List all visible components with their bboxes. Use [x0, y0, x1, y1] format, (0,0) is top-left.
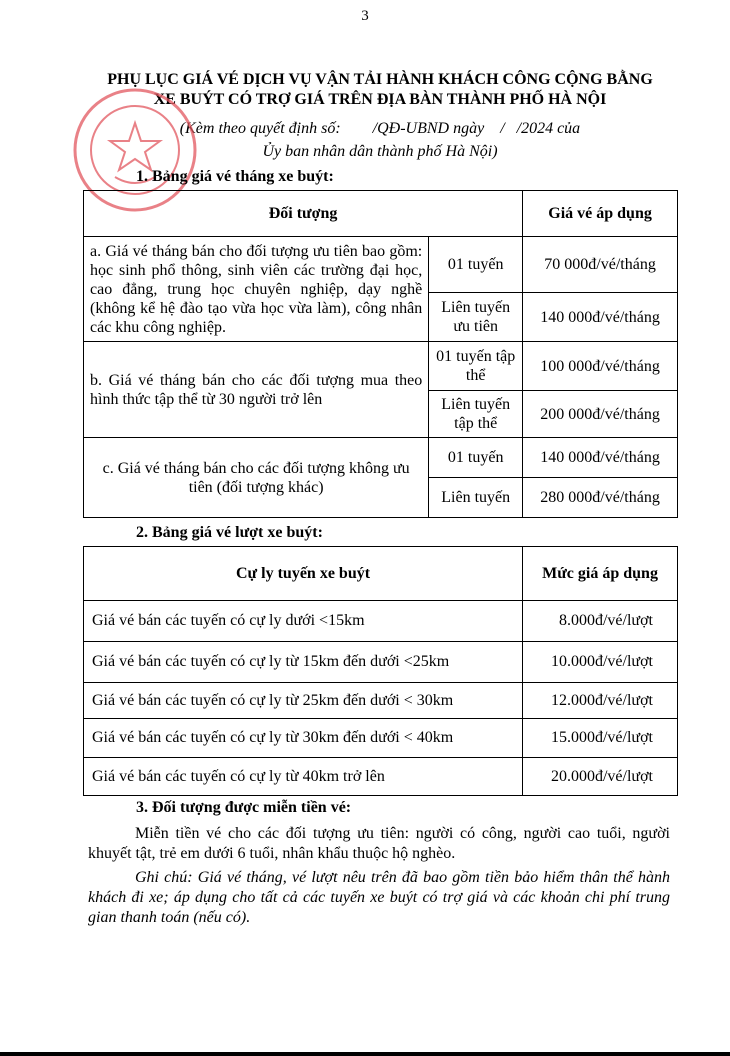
ticket-price: 280 000đ/vé/tháng — [523, 478, 678, 518]
page-bottom-border — [0, 1052, 730, 1056]
header-distance: Cự ly tuyến xe buýt — [84, 547, 523, 601]
distance-range: Giá vé bán các tuyến có cự ly từ 30km đến dưới < 40km — [84, 719, 523, 758]
header-subject: Đối tượng — [84, 191, 523, 237]
ticket-type: Liên tuyến tập thể — [429, 391, 523, 438]
table-header-row — [84, 547, 678, 601]
fare-price: 8.000đ/vé/lượt — [523, 601, 678, 642]
distance-range: Giá vé bán các tuyến có cự ly dưới <15km — [84, 601, 523, 642]
header-price: Mức giá áp dụng — [523, 547, 678, 601]
ticket-type: Liên tuyến ưu tiên — [429, 293, 523, 342]
note-paragraph: Ghi chú: Giá vé tháng, vé lượt nêu trên đã bao gồm tiền bảo hiểm thân thể hành khách đi xe; áp dụng cho tất cả các tuyến xe buýt có trợ giá và các khoản chi phí trung gian thanh toán (nếu có). — [88, 869, 670, 926]
table-row — [84, 642, 678, 683]
fare-price: 10.000đ/vé/lượt — [523, 642, 678, 683]
distance-range: Giá vé bán các tuyến có cự ly từ 15km đến dưới <25km — [84, 642, 523, 683]
title-line-1: PHỤ LỤC GIÁ VÉ DỊCH VỤ VẬN TẢI HÀNH KHÁCH CÔNG CỘNG BẰNG — [107, 71, 653, 88]
fare-price: 15.000đ/vé/lượt — [523, 719, 678, 758]
ticket-type: Liên tuyến — [429, 478, 523, 518]
exemption-paragraph: Miễn tiền vé cho các đối tượng ưu tiên: người có công, người cao tuổi, người khuyết tật, trẻ em dưới 6 tuổi, nhân khẩu thuộc hộ nghèo. — [88, 825, 670, 862]
title-line-2: XE BUÝT CÓ TRỢ GIÁ TRÊN ĐỊA BÀN THÀNH PHỐ HÀ NỘI — [153, 91, 607, 108]
table-row — [84, 683, 678, 719]
single-ticket-table — [83, 546, 678, 796]
ticket-price: 100 000đ/vé/tháng — [523, 342, 678, 391]
section-2-heading: 2. Bảng giá vé lượt xe buýt: — [136, 524, 323, 541]
ticket-type: 01 tuyến — [429, 438, 523, 478]
table-row — [84, 601, 678, 642]
group-a-description: a. Giá vé tháng bán cho đối tượng ưu tiên bao gồm: học sinh phổ thông, sinh viên các trường đại học, cao đẳng, trung học chuyên nghiệp, dạy nghề (không kể hệ đào tạo vừa học vừa làm), công nhân các khu công nghiệp. — [84, 237, 429, 342]
fare-price: 20.000đ/vé/lượt — [523, 758, 678, 796]
table-header-row — [84, 191, 678, 237]
ticket-price: 140 000đ/vé/tháng — [523, 293, 678, 342]
ticket-price: 70 000đ/vé/tháng — [523, 237, 678, 293]
document-subtitle — [60, 117, 700, 163]
table-row — [84, 237, 678, 293]
group-b-description: b. Giá vé tháng bán cho các đối tượng mua theo hình thức tập thể từ 30 người trở lên — [84, 342, 429, 438]
group-c-description: c. Giá vé tháng bán cho các đối tượng không ưu tiên (đối tượng khác) — [84, 438, 429, 518]
table-row — [84, 719, 678, 758]
section-1-heading: 1. Bảng giá vé tháng xe buýt: — [136, 168, 334, 185]
monthly-ticket-table — [83, 190, 678, 518]
subtitle-line-2: Ủy ban nhân dân thành phố Hà Nội) — [262, 143, 498, 160]
table-row — [84, 438, 678, 478]
table-row — [84, 342, 678, 391]
fare-price: 12.000đ/vé/lượt — [523, 683, 678, 719]
document-title — [60, 70, 700, 110]
subtitle-line-1: (Kèm theo quyết định số: /QĐ-UBND ngày / /2024 của — [179, 120, 581, 137]
distance-range: Giá vé bán các tuyến có cự ly từ 40km trở lên — [84, 758, 523, 796]
distance-range: Giá vé bán các tuyến có cự ly từ 25km đến dưới < 30km — [84, 683, 523, 719]
table-row — [84, 758, 678, 796]
section-3-heading: 3. Đối tượng được miễn tiền vé: — [136, 799, 352, 816]
ticket-price: 200 000đ/vé/tháng — [523, 391, 678, 438]
ticket-price: 140 000đ/vé/tháng — [523, 438, 678, 478]
header-price: Giá vé áp dụng — [523, 191, 678, 237]
ticket-type: 01 tuyến tập thể — [429, 342, 523, 391]
ticket-type: 01 tuyến — [429, 237, 523, 293]
page-number: 3 — [361, 8, 369, 24]
